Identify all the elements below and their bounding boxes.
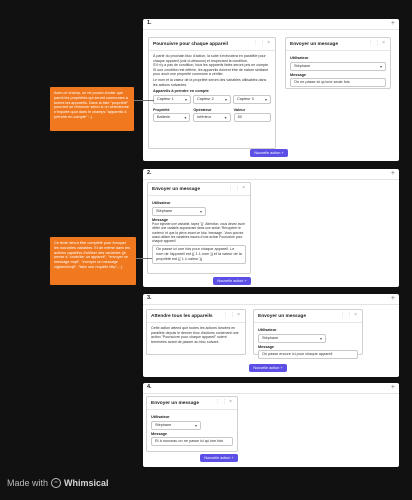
card-title: Envoyer un message	[148, 183, 250, 196]
property-label: Propriété	[153, 107, 170, 112]
new-action-button[interactable]: Nouvelle action +	[200, 454, 238, 462]
chevron-down-icon: ▾	[379, 63, 382, 69]
step-header	[143, 294, 399, 305]
card-title: Envoyer un message	[286, 38, 390, 51]
step-header	[143, 383, 399, 394]
devices-selects	[153, 95, 271, 104]
device-select-1[interactable]: Capteur 1 ▾	[153, 95, 191, 104]
card-body	[148, 196, 250, 267]
close-icon[interactable]: ×	[354, 312, 359, 318]
card-description: S'il n'y a pas de condition, tous les appareils listés seront pris en compte. Si une condition est définie, les appareils doivent être de nature similaire pour avoir une propriété commune à vérifier.	[153, 63, 270, 77]
chevron-down-icon: ▾	[224, 96, 227, 102]
card-title: Envoyer un message	[147, 397, 237, 410]
card-title: Envoyer un message	[254, 310, 362, 323]
add-step-icon[interactable]: +	[390, 384, 395, 391]
drag-icon[interactable]: ⋮⋮	[215, 399, 230, 405]
condition-row	[153, 106, 271, 123]
card-title: Attendre tous les appareils	[147, 310, 245, 323]
wait-card	[146, 309, 246, 355]
card-tools	[368, 40, 387, 46]
whimsical-logo-icon: ≈	[51, 478, 61, 488]
chevron-down-icon: ▾	[184, 96, 187, 102]
chevron-down-icon: ▾	[184, 115, 187, 121]
add-step-icon[interactable]: +	[390, 170, 395, 177]
add-step-icon[interactable]: +	[390, 295, 395, 302]
drag-icon[interactable]: ⋮⋮	[223, 312, 238, 318]
connector-line	[132, 100, 154, 101]
message-label: Message	[151, 431, 168, 436]
drag-icon[interactable]: ⋮⋮	[368, 40, 383, 46]
card-tools	[223, 312, 242, 318]
loop-card	[148, 37, 276, 149]
user-select[interactable]: Stéphane ▾	[152, 207, 206, 216]
value-label: Valeur	[233, 107, 246, 112]
step-number: 2.	[147, 170, 152, 176]
step-header	[143, 19, 399, 30]
chevron-down-icon: ▾	[224, 115, 227, 121]
drag-icon[interactable]: ⋮⋮	[340, 312, 355, 318]
message-input[interactable]: On ne passe ici qu'une seule fois	[290, 78, 386, 87]
value-input[interactable]: 50	[234, 113, 271, 122]
card-tools	[253, 40, 272, 46]
user-select[interactable]: Stéphane ▾	[258, 334, 326, 343]
connector-line	[134, 258, 152, 259]
step-header	[143, 169, 399, 180]
chevron-down-icon: ▾	[194, 422, 197, 428]
message-card	[147, 182, 251, 274]
chevron-down-icon: ▾	[319, 335, 322, 341]
footer-brand: Whimsical	[64, 478, 109, 488]
user-select[interactable]: Stéphane ▾	[290, 62, 386, 71]
message-input[interactable]: On passe encore ici pour chaque appareil	[258, 350, 358, 359]
card-body	[149, 51, 275, 125]
add-step-icon[interactable]: +	[390, 20, 395, 27]
property-select[interactable]: Batterie ▾	[153, 113, 190, 122]
card-body	[147, 410, 237, 449]
step-number: 4.	[147, 384, 152, 390]
drag-icon[interactable]: ⋮⋮	[253, 40, 268, 46]
close-icon[interactable]: ×	[267, 40, 272, 46]
user-label: Utilisateur	[152, 201, 171, 205]
message-label: Message	[258, 344, 275, 349]
card-tools	[340, 312, 359, 318]
card-tools	[228, 185, 247, 191]
device-select-2[interactable]: Capteur 2 ▾	[193, 95, 231, 104]
message-card	[146, 396, 238, 452]
user-label: Utilisateur	[151, 415, 170, 419]
close-icon[interactable]: ×	[237, 312, 242, 318]
close-icon[interactable]: ×	[229, 399, 234, 405]
card-body	[147, 323, 245, 347]
card-description: À partir du prochain bloc d'action, la suite s'exécutera en parallèle pour chaque appareil (voir ci-dessous) et respectant la condition.	[153, 54, 266, 63]
message-label: Message	[152, 217, 169, 222]
user-label: Utilisateur	[258, 328, 277, 332]
card-title: Poursuivre pour chaque appareil	[149, 38, 275, 51]
card-description: Le nom et la valeur de la propriété seront des variables utilisables dans les actions suivantes.	[153, 77, 267, 87]
step-2	[143, 169, 399, 287]
drag-icon[interactable]: ⋮⋮	[228, 185, 243, 191]
note-variables: Ce texte devra être complété pour évoquer les nouvelles variables. Et de même dans les actions capables d'utiliser des variables (je pense à "contrôler un appareil", "envoyer un message mqtt", "envoyer un message zigbee2mqtt", "faire une requête http",...)	[50, 237, 136, 285]
device-select-3[interactable]: Capteur 3 ▾	[233, 95, 271, 104]
note-properties: Avec ce champ, on ne pourra choisir que parmi les propriétés qui seront communes à toutes les appareils. Dans la liste "propriété" pourront se retrouver selon si on sélectionne n'importe quoi dans le champs "appareils à prendre en compte" :-)	[50, 87, 134, 131]
message-card	[253, 309, 363, 355]
user-select[interactable]: Stéphane ▾	[151, 421, 201, 430]
message-label: Message	[290, 72, 307, 77]
step-number: 3.	[147, 295, 152, 301]
card-body	[254, 323, 362, 362]
message-input[interactable]: On passe ici une fois pour chaque appareil. Le nom de l'appareil est {{ 1.1.nom }} et la valeur de la propriété est {{ 1.1.valeur }}	[152, 245, 246, 263]
new-action-button[interactable]: Nouvelle action +	[250, 149, 288, 157]
close-icon[interactable]: ×	[382, 40, 387, 46]
chevron-down-icon: ▾	[264, 96, 267, 102]
step-4	[143, 383, 399, 467]
chevron-down-icon: ▾	[199, 208, 202, 214]
footer-made-with: Made with	[7, 478, 49, 488]
message-help: Pour injecter une variable, tapez '{{'. Attention, vous devez avoir défini une variable auparavant dans une action 'Récupérer le contenu' et que la pièce avant ce bloc 'message'. Vous pouvez aussi utiliser les variables issues d'une action Poursuivre pour chaque appareil	[152, 222, 245, 243]
step-1	[143, 19, 399, 161]
operator-select[interactable]: inférieur ▾	[193, 113, 230, 122]
step-3	[143, 294, 399, 377]
operator-label: Opérateur	[193, 107, 212, 112]
message-input[interactable]: Et à nouveau on ne passe ici qu'une fois	[151, 437, 233, 446]
message-card	[285, 37, 391, 89]
user-label: Utilisateur	[290, 56, 309, 60]
card-tools	[215, 399, 234, 405]
devices-label: Appareils à prendre en compte	[153, 89, 209, 94]
card-body	[286, 51, 390, 90]
footer-watermark	[7, 478, 109, 488]
card-description: Cette action attend que toutes les actions lancées en parallèle depuis le dernier bloc d'actions contenant une action "Poursuivre pour chaque appareil" soient terminées avant de passer au bloc suivant.	[151, 326, 239, 344]
new-action-button[interactable]: Nouvelle action +	[213, 277, 251, 285]
step-number: 1.	[147, 20, 152, 26]
close-icon[interactable]: ×	[242, 185, 247, 191]
new-action-button[interactable]: Nouvelle action +	[249, 364, 287, 372]
